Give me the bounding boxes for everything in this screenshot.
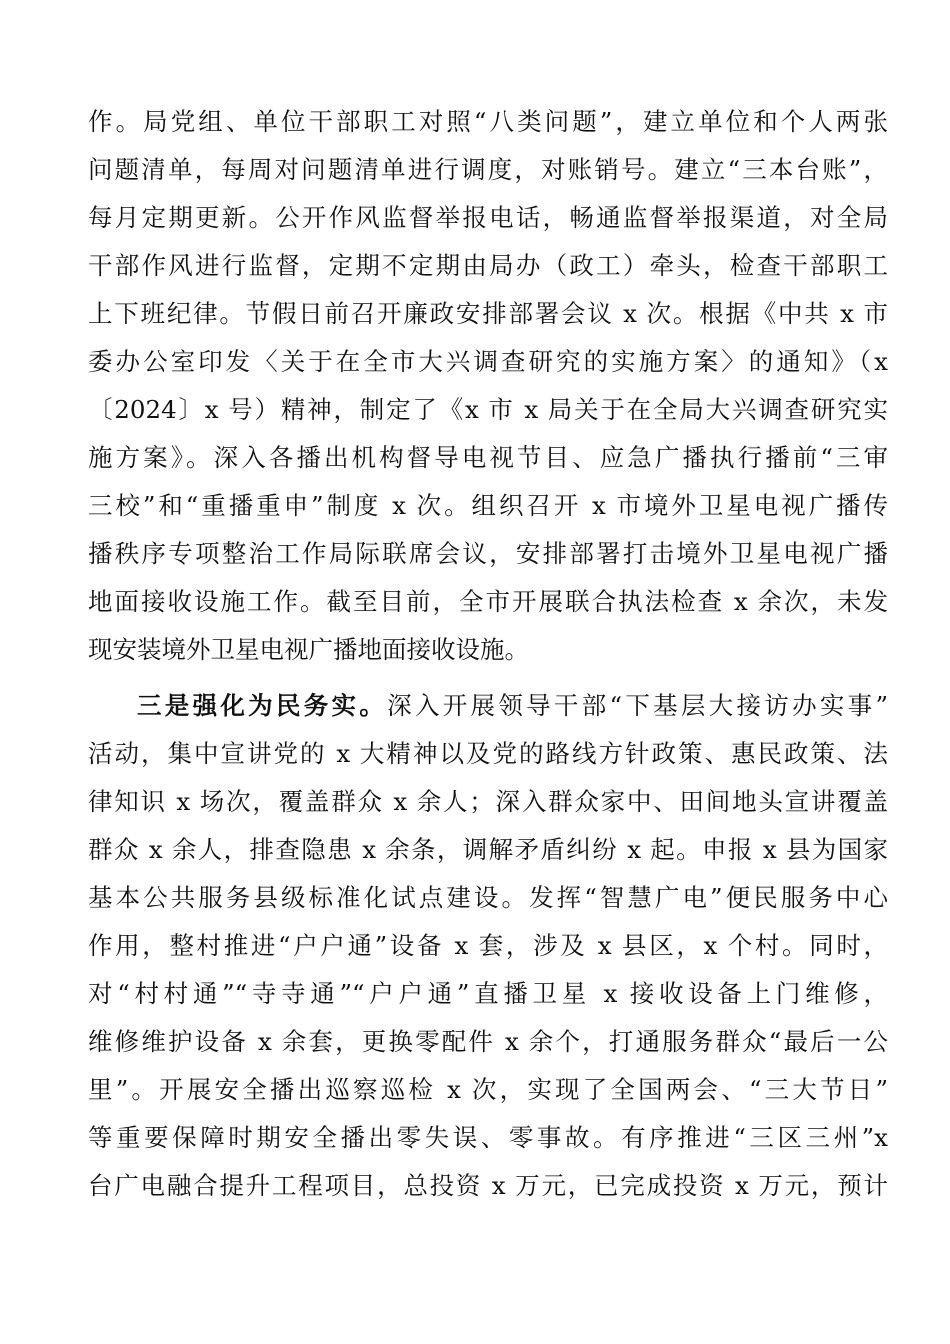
text-line: 对“村村通”“寺寺通”“户户通”直播卫星 x 接收设备上门维修， xyxy=(88,979,888,1008)
text-line: 地面接收设施工作。截至目前，全市开展联合执法检查 x 余次，未发 xyxy=(88,587,888,616)
text-line: 播秩序专项整治工作局际联席会议，安排部署打击境外卫星电视广播 xyxy=(88,539,888,568)
text-line: 三校”和“重播重申”制度 x 次。组织召开 x 市境外卫星电视广播传 xyxy=(88,491,888,520)
text-line: 上下班纪律。节假日前召开廉政安排部署会议 x 次。根据《中共 x 市 xyxy=(88,299,888,328)
text-line: 群众 x 余人，排查隐患 x 余条，调解矛盾纠纷 x 起。申报 x 县为国家 xyxy=(88,835,888,864)
body-text xyxy=(88,98,888,1210)
text-line: 问题清单，每周对问题清单进行调度，对账销号。建立“三本台账”， xyxy=(88,155,888,184)
text-line: 作。局党组、单位干部职工对照“八类问题”，建立单位和个人两张 xyxy=(88,107,888,136)
paragraph-lead-heading: 三是强化为民务实。 xyxy=(137,691,388,720)
paragraph-1 xyxy=(88,98,888,674)
text-line: 〔2024〕x 号）精神，制定了《x 市 x 局关于在全局大兴调查研究实 xyxy=(88,395,888,424)
paragraph-2 xyxy=(88,682,888,1210)
text-line: 施方案》。深入各播出机构督导电视节目、应急广播执行播前“三审 xyxy=(88,443,888,472)
text-line: 维修维护设备 x 余套，更换零配件 x 余个，打通服务群众“最后一公 xyxy=(88,1027,888,1056)
text-line: 作用，整村推进“户户通”设备 x 套，涉及 x 县区，x 个村。同时， xyxy=(88,931,888,960)
text-line: 活动，集中宣讲党的 x 大精神以及党的路线方针政策、惠民政策、法 xyxy=(88,739,888,768)
text-line: 里”。开展安全播出巡察巡检 x 次，实现了全国两会、“三大节日” xyxy=(88,1075,888,1104)
paragraph-spacer xyxy=(88,674,888,682)
text-line: 台广电融合提升工程项目，总投资 x 万元，已完成投资 x 万元，预计 xyxy=(88,1171,888,1200)
text-line: 律知识 x 场次，覆盖群众 x 余人；深入群众家中、田间地头宣讲覆盖 xyxy=(88,787,888,816)
first-line-text: 深入开展领导干部“下基层大接访办实事” xyxy=(387,691,888,720)
text-line: 委办公室印发〈关于在全市大兴调查研究的实施方案〉的通知》（x xyxy=(88,347,888,376)
text-line: 每月定期更新。公开作风监督举报电话，畅通监督举报渠道，对全局 xyxy=(88,203,888,232)
text-line: 基本公共服务县级标准化试点建设。发挥“智慧广电”便民服务中心 xyxy=(88,883,888,912)
text-line: 等重要保障时期安全播出零失误、零事故。有序推进“三区三州”x xyxy=(88,1123,888,1152)
text-line: 干部作风进行监督，定期不定期由局办（政工）牵头，检查干部职工 xyxy=(88,251,888,280)
text-line: 现安装境外卫星电视广播地面接收设施。 xyxy=(88,635,529,664)
text-line-first xyxy=(88,682,888,730)
